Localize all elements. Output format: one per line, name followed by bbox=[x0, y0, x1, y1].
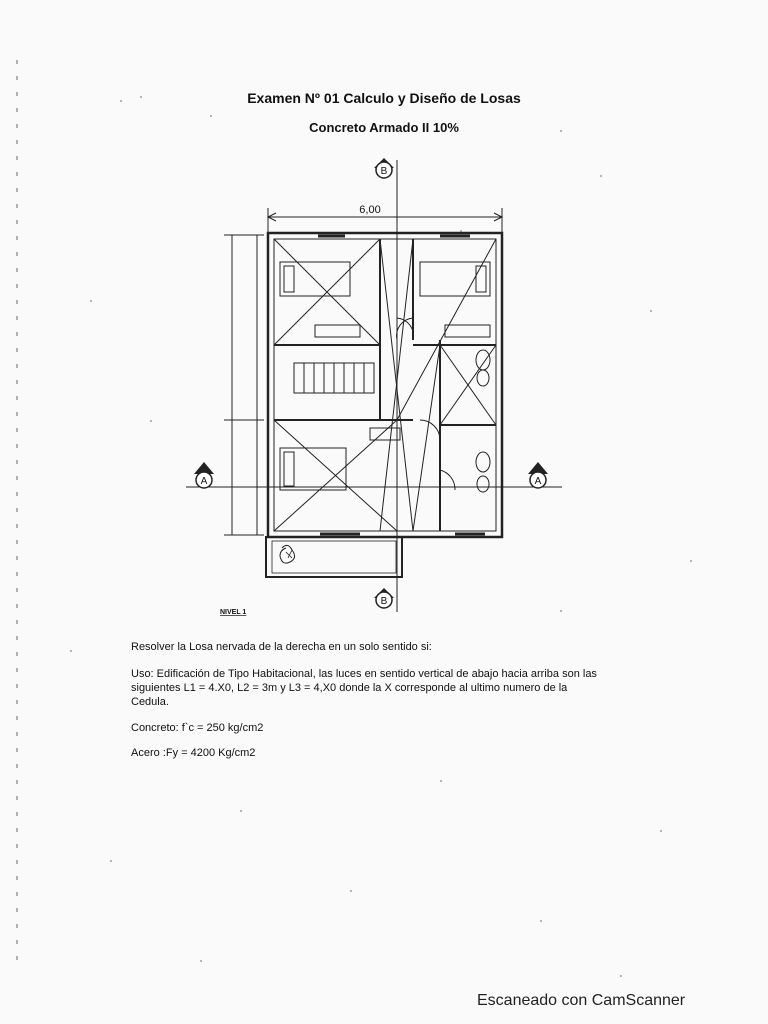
scan-speck bbox=[110, 860, 112, 862]
marker-b-label-bottom: B bbox=[380, 596, 388, 607]
section-marker-a-left bbox=[194, 462, 214, 488]
scan-speck bbox=[620, 975, 622, 977]
dimension-label: 6,00 bbox=[359, 204, 381, 216]
section-marker-b-bottom bbox=[374, 588, 394, 608]
problem-use-paragraph bbox=[131, 667, 616, 709]
section-marker-a-right bbox=[528, 462, 548, 488]
scan-speck bbox=[660, 830, 662, 832]
concrete-spec: Concreto: f`c = 250 kg/cm2 bbox=[131, 722, 264, 734]
problem-statement: Resolver la Losa nervada de la derecha en un solo sentido si: bbox=[131, 641, 432, 653]
bed-bottom-left bbox=[280, 448, 346, 490]
outer-wall bbox=[268, 233, 502, 537]
scanner-watermark: Escaneado con CamScanner bbox=[477, 992, 686, 1009]
scan-speck bbox=[350, 890, 352, 892]
scan-speck bbox=[70, 650, 72, 652]
use-line: Cedula. bbox=[131, 696, 169, 708]
section-marker-b-top bbox=[374, 158, 394, 178]
marker-b-label-top: B bbox=[380, 166, 388, 177]
bed-top-right bbox=[420, 262, 490, 296]
document-title: Examen Nº 01 Calculo y Diseño de Losas bbox=[247, 90, 521, 106]
scan-speck bbox=[210, 115, 212, 117]
use-line: Uso: Edificación de Tipo Habitacional, las luces en sentido vertical de abajo hacia arriba son las bbox=[131, 668, 597, 680]
floor-plan-drawing bbox=[0, 150, 768, 630]
marker-a-label-left: A bbox=[200, 476, 208, 487]
document-subtitle: Concreto Armado II 10% bbox=[309, 120, 459, 135]
scan-speck bbox=[540, 920, 542, 922]
scan-speck bbox=[440, 780, 442, 782]
scan-speck bbox=[200, 960, 202, 962]
balcony bbox=[266, 537, 402, 577]
steel-spec: Acero :Fy = 4200 Kg/cm2 bbox=[131, 747, 256, 759]
marker-a-label-right: A bbox=[534, 476, 542, 487]
scan-speck bbox=[240, 810, 242, 812]
level-label: NIVEL 1 bbox=[220, 609, 247, 616]
use-line: siguientes L1 = 4.X0, L2 = 3m y L3 = 4,X0 donde la X corresponde al ultimo numero de la bbox=[131, 682, 568, 694]
